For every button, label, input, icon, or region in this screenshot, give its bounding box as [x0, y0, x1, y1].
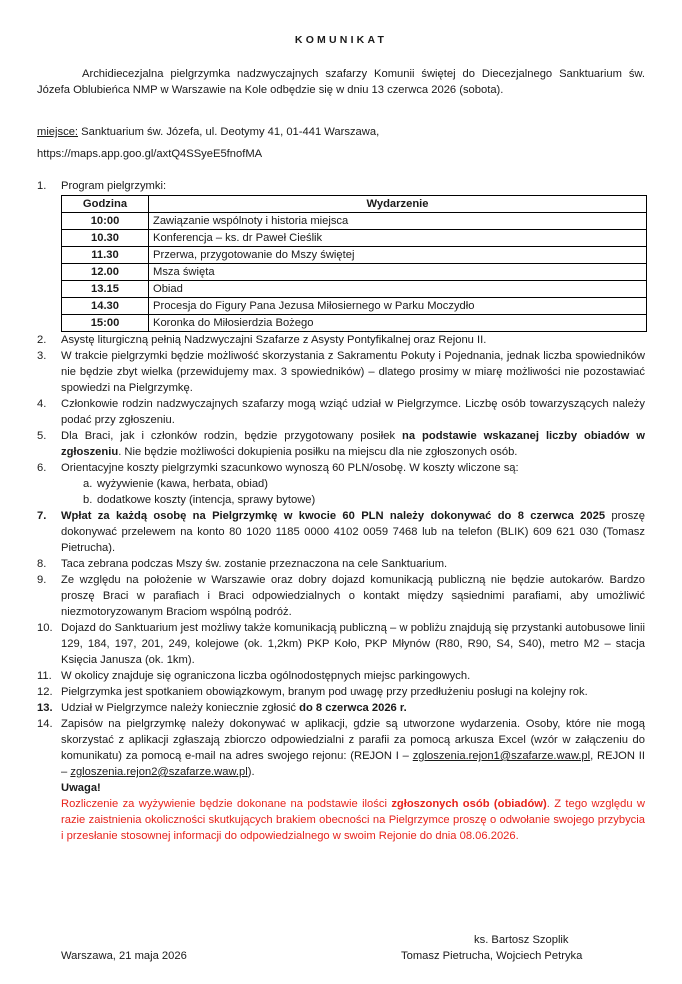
header-time: Godzina — [62, 196, 149, 213]
row-time: 10.30 — [62, 230, 149, 247]
item-number: 4. — [37, 398, 47, 410]
warning-paragraph — [61, 796, 645, 844]
item-number: 14. — [37, 718, 53, 730]
attention-label: Uwaga! — [61, 782, 101, 794]
item-text: Pielgrzymka jest spotkaniem obowiązkowym, branym pod uwagę przy przedłużeniu posługi na kolejny rok. — [61, 686, 588, 698]
list-item-1 — [37, 178, 645, 332]
item-number: 5. — [37, 430, 47, 442]
table-row — [62, 213, 647, 230]
item-text: proszę dokonywać przelewem na konto 80 1020 1185 0000 4102 0059 7468 lub na telefon (BLIK) 609 621 030 (Tomasz Pietrucha). — [61, 510, 645, 554]
item-number: 9. — [37, 574, 47, 586]
table-header-row — [62, 196, 647, 213]
schedule-table — [61, 195, 647, 332]
signature-names: Tomasz Pietrucha, Wojciech Petryka — [401, 950, 583, 962]
table-row — [62, 230, 647, 247]
row-time: 11.30 — [62, 247, 149, 264]
header-event: Wydarzenie — [149, 196, 647, 213]
list-item-12 — [37, 684, 645, 700]
map-link[interactable]: https://maps.app.goo.gl/axtQ4SSyeE5fnofMA — [37, 148, 263, 160]
sub-text: wyżywienie (kawa, herbata, obiad) — [97, 478, 269, 490]
table-row — [62, 315, 647, 332]
place-line — [37, 124, 645, 140]
item-number: 3. — [37, 350, 47, 362]
list-item-2 — [37, 332, 645, 348]
list-item-6 — [37, 460, 645, 508]
sub-letter: a. — [83, 478, 93, 490]
item-number: 13. — [37, 702, 53, 714]
row-event: Przerwa, przygotowanie do Mszy świętej — [149, 247, 647, 264]
list-item-10 — [37, 620, 645, 668]
sub-text: dodatkowe koszty (intencja, sprawy bytowe) — [97, 494, 316, 506]
list-item-5 — [37, 428, 645, 460]
item-text: Członkowie rodzin nadzwyczajnych szafarzy mogą wziąć udział w Pielgrzymce. Liczbę osób towarzyszących należy podać przy zgłoszeniu. — [61, 398, 645, 426]
row-event: Koronka do Miłosierdzia Bożego — [149, 315, 647, 332]
document-title: KOMUNIKAT — [294, 34, 388, 46]
row-event: Procesja do Figury Pana Jezusa Miłosiernego w Parku Moczydło — [149, 298, 647, 315]
item-number: 10. — [37, 622, 53, 634]
row-time: 10:00 — [62, 213, 149, 230]
list-item-8 — [37, 556, 645, 572]
list-item-11 — [37, 668, 645, 684]
sub-item-a — [61, 476, 645, 492]
item-text: Taca zebrana podczas Mszy św. zostanie przeznaczona na cele Sanktuarium. — [61, 558, 448, 570]
list-item-3 — [37, 348, 645, 396]
list-item-7 — [37, 508, 645, 556]
item-bold-text: Wpłat za każdą osobę na Pielgrzymkę w kwocie 60 PLN należy dokonywać do 8 czerwca 2025 — [61, 510, 606, 522]
item-number: 11. — [37, 670, 52, 682]
list-item-14 — [37, 716, 645, 844]
item-text: , REJON II – — [61, 750, 645, 778]
item-number: 12. — [37, 686, 53, 698]
row-event: Obiad — [149, 281, 647, 298]
item-number: 7. — [37, 510, 47, 522]
item-text: Asystę liturgiczną pełnią Nadzwyczajni Szafarze z Asysty Pontyfikalnej oraz Rejonu II. — [61, 334, 487, 346]
row-time: 14.30 — [62, 298, 149, 315]
item-number: 1. — [37, 180, 47, 192]
item-number: 2. — [37, 334, 47, 346]
item-number: 6. — [37, 462, 47, 474]
warning-text: . Z tego względu w razie zaistnienia okoliczności skutkujących brakiem obecności na Pielgrzymce proszę o odwołanie swojego przybycia i przesłanie stosownej informacji do odpowiedzialnego w swoim Rejonie do dnia 08.06.2026. — [61, 798, 646, 842]
sub-letter: b. — [83, 494, 93, 506]
item-text: Ze względu na położenie w Warszawie oraz dobry dojazd komunikacją publiczną nie będzie autokarów. Bardzo proszę Braci w parafiach i Braci odpowiedzialnych o kontakt między sąsiednimi parafiami, aby umożliwić niezmotoryzowanym Braciom wspólną podróż. — [61, 574, 645, 618]
place-label: miejsce: — [37, 126, 79, 138]
warning-text: Rozliczenie za wyżywienie będzie dokonane na podstawie ilości — [61, 798, 392, 810]
email-link-rejon2[interactable]: zgloszenia.rejon2@szafarze.waw.pl — [70, 766, 248, 778]
document-date: Warszawa, 21 maja 2026 — [61, 950, 187, 962]
item-text: Udział w Pielgrzymce należy koniecznie zgłosić — [61, 702, 300, 714]
table-row — [62, 264, 647, 281]
warning-bold-text: zgłoszonych osób (obiadów) — [391, 798, 547, 810]
row-time: 15:00 — [62, 315, 149, 332]
table-row — [62, 281, 647, 298]
sub-item-b — [61, 492, 645, 508]
item-number: 8. — [37, 558, 47, 570]
item-text: ). — [247, 766, 255, 778]
item-text: Orientacyjne koszty pielgrzymki szacunkowo wynoszą 60 PLN/osobę. W koszty wliczone są: — [61, 462, 519, 474]
table-row — [62, 298, 647, 315]
item-text: W okolicy znajduje się ograniczona liczba ogólnodostępnych miejsc parkingowych. — [61, 670, 471, 682]
list-item-9 — [37, 572, 645, 620]
item-text: Zapisów na pielgrzymkę należy dokonywać w aplikacji, gdzie są utworzone wydarzenia. Osoby, które nie mogą skorzystać z aplikacji zgłaszają zbiorczo odpowiedzialni z parafii za pomocą arkusza Excel (wzór w załączeniu do komunikatu) za pomocą e-mail na adres swojego rejonu: (REJON I – — [61, 718, 645, 762]
numbered-list — [37, 178, 645, 844]
row-event: Msza święta — [149, 264, 647, 281]
row-time: 12.00 — [62, 264, 149, 281]
item-text: W trakcie pielgrzymki będzie możliwość skorzystania z Sakramentu Pokuty i Pojednania, jednak liczba spowiedników nie będzie zbyt wielka (przewidujemy max. 3 spowiedników) – dlatego prosimy w miarę możliwości nie pozostawiać spowiedzi na Pielgrzymkę. — [61, 350, 645, 394]
item-bold-text: na podstawie wskazanej liczby obiadów w zgłoszeniu — [61, 430, 645, 458]
item-text: Dojazd do Sanktuarium jest możliwy także komunikacją publiczną – w pobliżu znajdują się przystanki autobusowe linii 129, 184, 197, 201, 249, kolejowe (ok. 1,2km) PKP Koło, PKP Młynów (R80, R90, S4, S40), metro M2 – stacja Księcia Janusza (ok. 1km). — [61, 622, 645, 666]
list-item-4 — [37, 396, 645, 428]
signature-priest: ks. Bartosz Szoplik — [474, 934, 569, 946]
list-item-13 — [37, 700, 645, 716]
table-row — [62, 247, 647, 264]
item-bold-text: do 8 czerwca 2026 r. — [299, 702, 407, 714]
row-time: 13.15 — [62, 281, 149, 298]
item-text: Dla Braci, jak i członków rodzin, będzie przygotowany posiłek — [61, 430, 403, 442]
intro-paragraph: Archidiecezjalna pielgrzymka nadzwyczajnych szafarzy Komunii świętej do Diecezjalnego Sanktuarium św. Józefa Oblubieńca NMP w Warszawie na Kole odbędzie się w dniu 13 czerwca 2026 (sobota). — [37, 68, 645, 96]
item-text: . Nie będzie możliwości dokupienia posiłku na miejscu dla nie zgłoszonych osób. — [118, 446, 518, 458]
row-event: Konferencja – ks. dr Paweł Cieślik — [149, 230, 647, 247]
email-link-rejon1[interactable]: zgloszenia.rejon1@szafarze.waw.pl — [412, 750, 591, 762]
place-text: Sanktuarium św. Józefa, ul. Deotymy 41, 01-441 Warszawa, — [78, 126, 380, 138]
program-label: Program pielgrzymki: — [61, 180, 167, 192]
row-event: Zawiązanie wspólnoty i historia miejsca — [149, 213, 647, 230]
